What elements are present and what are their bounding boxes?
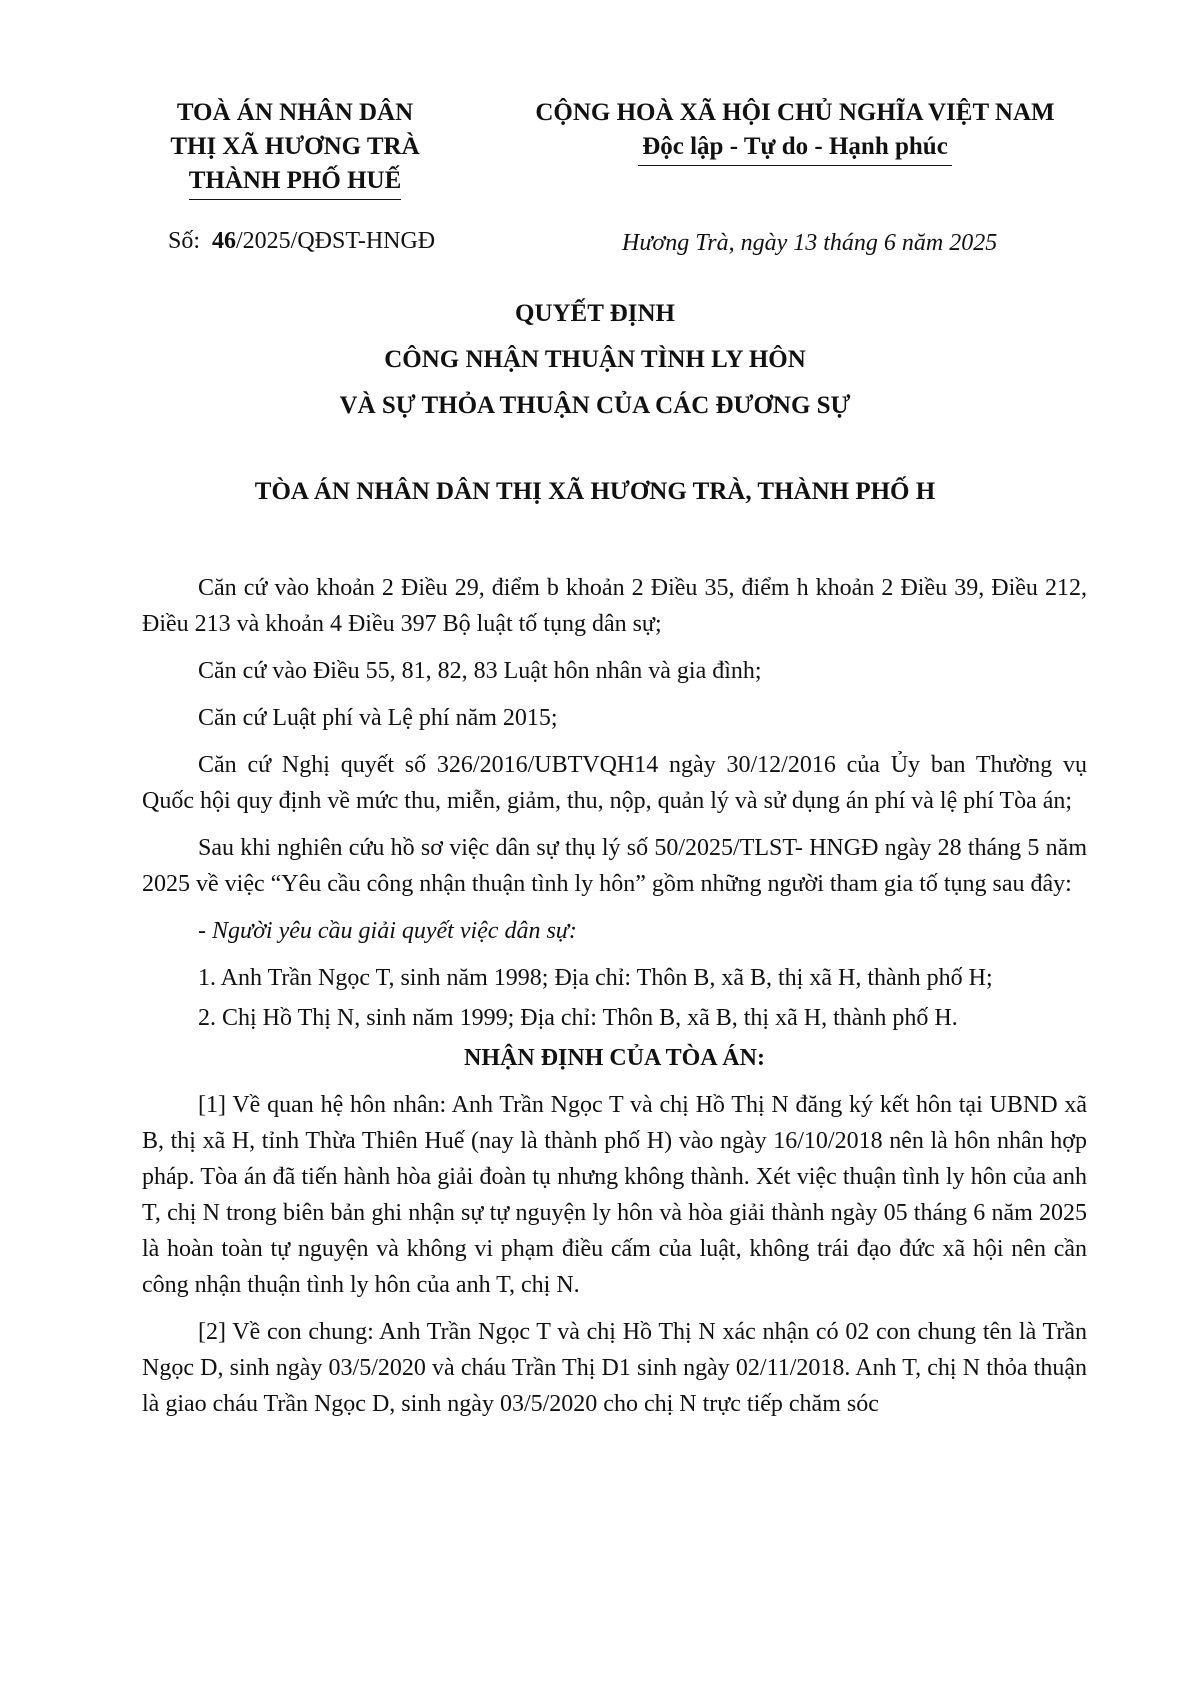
finding-paragraph: [1] Về quan hệ hôn nhân: Anh Trần Ngọc T và chị Hồ Thị N đăng ký kết hôn tại UBND xã B, thị xã H, tỉnh Thừa Thiên Huế (nay là thành phố H) vào ngày 16/10/2018 nên là hôn nhân hợp pháp. Tòa án đã tiến hành hòa giải đoàn tụ nhưng không thành. Xét việc thuận tình ly hôn của anh T, chị N trong biên bản ghi nhận sự tự nguyện ly hôn và hòa giải thành ngày 05 tháng 6 năm 2025 là hoàn toàn tự nguyện và không vi phạm điều cấm của luật, không trái đạo đức xã hội nên cần công nhận thuận tình ly hôn của anh T, chị N. (142, 1092, 1087, 1298)
court-name-line: THỊ XÃ HƯƠNG TRÀ (170, 133, 420, 160)
issue-date: Hương Trà, ngày 13 tháng 6 năm 2025 (622, 230, 998, 256)
number-bold: 46 (212, 228, 237, 254)
court-name-line: THÀNH PHỐ HUẾ (189, 164, 402, 200)
nation-name: CỘNG HOÀ XÃ HỘI CHỦ NGHĨA VIỆT NAM (535, 99, 1055, 126)
requester-item: 1. Anh Trần Ngọc T, sinh năm 1998; Địa chỉ: Thôn B, xã B, thị xã H, thành phố H; (198, 965, 993, 991)
document-subtitle: VÀ SỰ THỎA THUẬN CỦA CÁC ĐƯƠNG SỰ (339, 392, 851, 419)
document-subtitle: CÔNG NHẬN THUẬN TÌNH LY HÔN (384, 346, 806, 373)
legal-basis: Căn cứ Luật phí và Lệ phí năm 2015; (198, 705, 558, 731)
legal-basis: Căn cứ Nghị quyết số 326/2016/UBTVQH14 ngày 30/12/2016 của Ủy ban Thường vụ Quốc hội quy định về mức thu, miễn, giảm, thu, nộp, quản lý và sử dụng án phí và lệ phí Tòa án; (142, 752, 1087, 814)
legal-basis: Căn cứ vào Điều 55, 81, 82, 83 Luật hôn nhân và gia đình; (198, 658, 762, 684)
issuing-court: TÒA ÁN NHÂN DÂN THỊ XÃ HƯƠNG TRÀ, THÀNH PHỐ H (254, 478, 936, 505)
number-rest: /2025/QĐST-HNGĐ (236, 228, 436, 254)
case-study-paragraph: Sau khi nghiên cứu hồ sơ việc dân sự thụ lý số 50/2025/TLST- HNGĐ ngày 28 tháng 5 năm 2025 về việc “Yêu cầu công nhận thuận tình ly hôn” gồm những người tham gia tố tụng sau đây: (142, 835, 1087, 897)
court-name-block (150, 96, 440, 200)
document-number (168, 228, 435, 255)
legal-basis: Căn cứ vào khoản 2 Điều 29, điểm b khoản 2 Điều 35, điểm h khoản 2 Điều 39, Điều 212, Điều 213 và khoản 4 Điều 397 Bộ luật tố tụng dân sự; (142, 575, 1087, 637)
national-motto: Độc lập - Tự do - Hạnh phúc (638, 130, 952, 166)
document-title: QUYẾT ĐỊNH (515, 300, 675, 327)
court-name-line: TOÀ ÁN NHÂN DÂN (176, 99, 414, 126)
document-body (142, 570, 1087, 1433)
section-heading: NHẬN ĐỊNH CỦA TÒA ÁN: (464, 1045, 765, 1071)
finding-paragraph: [2] Về con chung: Anh Trần Ngọc T và chị Hồ Thị N xác nhận có 02 con chung tên là Trần Ngọc D, sinh ngày 03/5/2020 và cháu Trần Thị D1 sinh ngày 02/11/2018. Anh T, chị N thỏa thuận là giao cháu Trần Ngọc D, sinh ngày 03/5/2020 cho chị N trực tiếp chăm sóc (142, 1319, 1087, 1417)
number-prefix: Số: (168, 228, 201, 254)
national-header (490, 96, 1100, 166)
requesters-heading: - Người yêu cầu giải quyết việc dân sự: (198, 918, 577, 944)
requester-item: 2. Chị Hồ Thị N, sinh năm 1999; Địa chỉ: Thôn B, xã B, thị xã H, thành phố H. (198, 1005, 958, 1031)
